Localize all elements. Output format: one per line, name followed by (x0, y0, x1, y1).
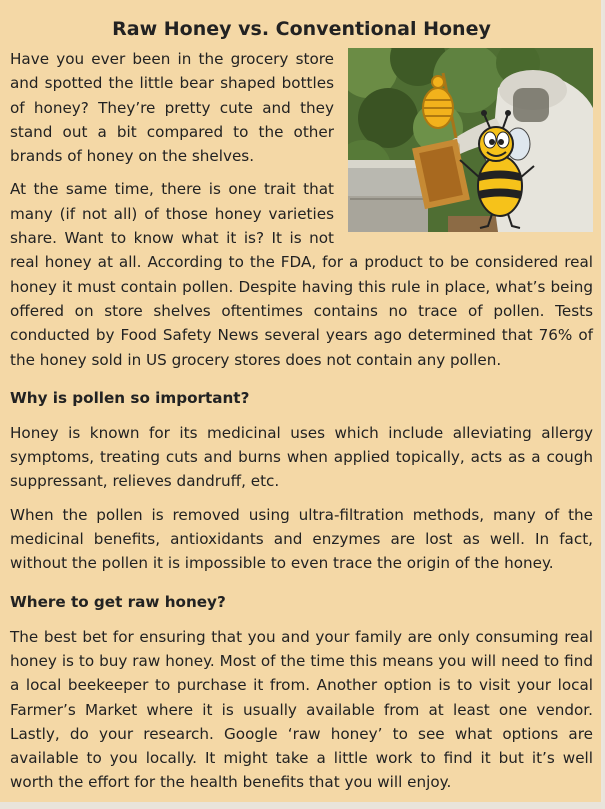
where-to-buy-heading: Where to get raw honey? (10, 592, 226, 611)
beekeeper-photo (348, 48, 593, 232)
intro-paragraph: Have you ever been in the grocery store and spotted the little bear shaped bottles of honey? They’re pretty cute and they stand out a bit compared to the other brands of honey on the shelves. (10, 50, 334, 166)
raw-honey-sources-paragraph: The best bet for ensuring that you and your family are only consuming real honey is to buy raw honey. Most of the time this means you will need to find a local beekeeper to purchase it from. Another option is to visit your local Farmer’s Market where it is usually available from at least one vendor. Lastly, do your research. Google ‘raw honey’ to see what options are available to you locally. It might take a little work to find it but it’s well worth the effort for the health benefits that you will enjoy. (10, 627, 593, 792)
medicinal-uses-paragraph: Honey is known for its medicinal uses which include alleviating allergy symptoms, treating cuts and burns when applied topically, acts as a cough suppressant, relieves dandruff, etc. (10, 423, 593, 491)
article-title: Raw Honey vs. Conventional Honey (112, 18, 491, 40)
ultra-filtration-paragraph: When the pollen is removed using ultra-filtration methods, many of the medicinal benefits, antioxidants and enzymes are lost as well. In fact, without the pollen it is impossible to even trace the origin of the honey. (10, 505, 593, 573)
pollen-importance-heading: Why is pollen so important? (10, 388, 250, 407)
fda-pollen-paragraph: At the same time, there is one trait that many (if not all) of those honey varieties share. Want to know what it is? It is not real honey at all. According to the FDA, for a product to be considered real honey it must contain pollen. Despite having this rule in place, what’s being offered on store shelves oftentimes contains no trace of pollen. Tests conducted by Food Safety News several years ago determined that 76% of the honey sold in US grocery stores does not contain any pollen. (10, 180, 593, 369)
beekeeper-bee-illustration (348, 48, 593, 232)
